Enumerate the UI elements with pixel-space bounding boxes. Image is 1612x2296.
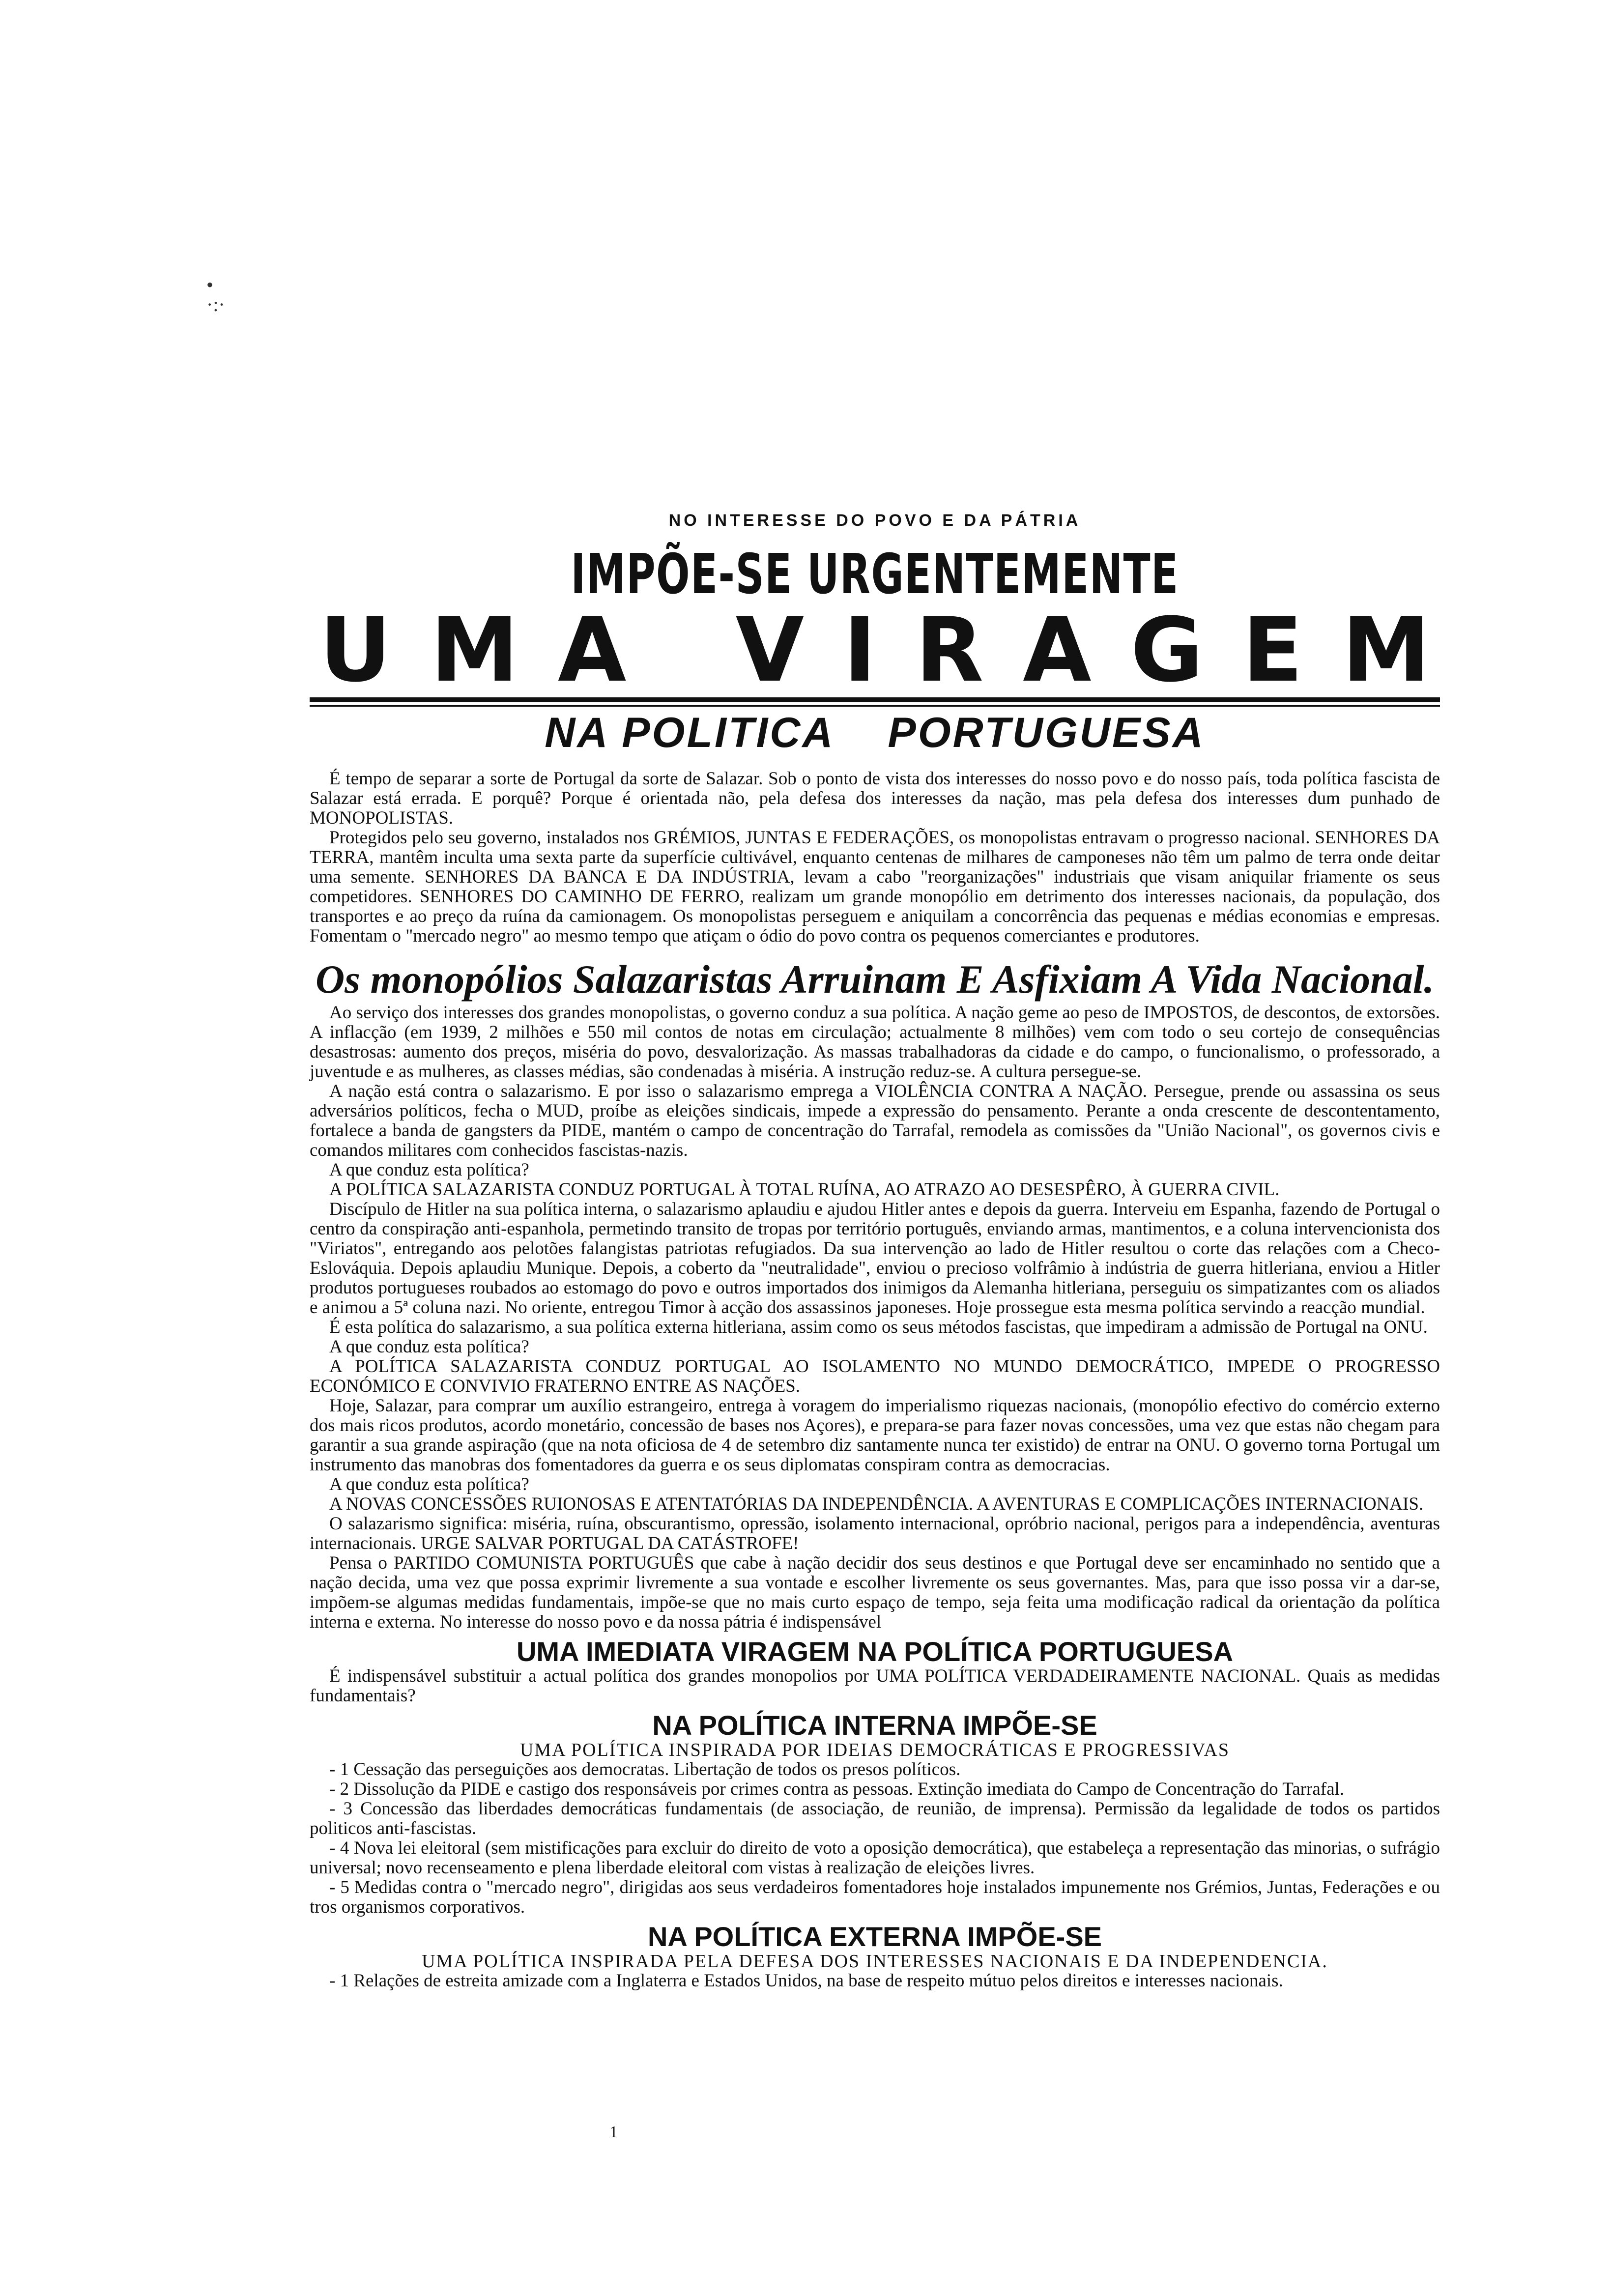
body-paragraph: A POLÍTICA SALAZARISTA CONDUZ PORTUGAL À TOTAL RUÍNA, AO ATRAZO AO DESESPÊRO, À GUERRA CIVIL. [329,1179,1280,1200]
headline-letter: M [1342,599,1430,702]
body-paragraph: A que conduz esta política? [329,1337,529,1357]
viragem-paragraph: É indispensável substituir a actual política dos grandes monopolios por UMA POLÍTICA VERDADEIRAMENTE NACIONAL. Quais as medidas fundamentais? [310,1666,1440,1706]
headline-rule [310,705,1440,707]
intro-paragraph-2: Protegidos pelo seu governo, instalados nos GRÉMIOS, JUNTAS E FEDERAÇÕES, os monopolistas entravam o progresso nacional. SENHORES DA TERRA, mantêm inculta uma sexta parte da superfície cultivável, enquanto centenas de milhares de camponeses não têm um palmo de terra onde deitar uma semente. SENHORES DA BANCA E DA INDÚSTRIA, levam a cabo "reorganizações" industriais que visam aniquilar friamente os seus competidores. SENHORES DO CAMINHO DE FERRO, realizam um grande monopólio em detrimento dos interesses nacionais, da população, dos transportes e ao preço da ruína da camionagem. Os monopolistas perseguem e aniquilam a concorrência das pequenas e médias economias e empresas. Fomentam o "mercado negro" ao mesmo tempo que atiçam o ódio do povo contra os pequenos comerciantes e produtores. [310,828,1440,946]
body-paragraph: Pensa o PARTIDO COMUNISTA PORTUGUÊS que cabe à nação decidir dos seus destinos e que Portugal deve ser encaminhado no sentido que a nação decida, uma vez que possa exprimir livremente a sua vontade e escolher livremente os seus governantes. Mas, para que isso possa vir a dar-se, impõem-se algumas medidas fundamentais, impõe-se que no mais curto espaço de tempo, seja feita uma modificação radical da orientação da política interna e externa. No interesse do nosso povo e da nossa pátria é indispensável [310,1553,1440,1632]
headline-letter: U [319,599,392,702]
interna-subheading: UMA POLÍTICA INSPIRADA POR IDEIAS DEMOCRÁTICAS E PROGRESSIVAS [519,1740,1230,1760]
body-paragraph: Hoje, Salazar, para comprar um auxílio estrangeiro, entrega à voragem do imperialismo riquezas nacionais, (monopólio efectivo do comércio externo dos mais ricos produtos, acordo monetário, concessão de bases nos Açores), e prepara-se para fazer novas concessões, uma vez que estas não chegam para garantir a sua grande aspiração (que na nota oficiosa de 4 de setembro diz santamente nunca ter existido) de entrar na ONU. O governo torna Portugal um instrumento das manobras dos fomentadores da guerra e os seus diplomatas conspiram contra as democracias. [310,1396,1440,1475]
headline-line2 [310,599,1440,702]
externa-item: - 1 Relações de estreita amizade com a Inglaterra e Estados Unidos, na base de respeito mútuo pelos direitos e interesses nacionais. [329,1971,1283,1991]
heading-viragem: UMA IMEDIATA VIRAGEM NA POLÍTICA PORTUGUESA [516,1636,1234,1667]
headline-letter: V [735,599,805,702]
externa-subheading: UMA POLÍTICA INSPIRADA PELA DEFESA DOS INTERESSES NACIONAIS E DA INDEPENDENCIA. [422,1951,1328,1972]
body-paragraph: A que conduz esta política? [329,1474,529,1494]
page-number: 1 [609,2123,618,2141]
headline-letter: A [1023,599,1092,702]
heading-interna: NA POLÍTICA INTERNA IMPÕE-SE [652,1710,1097,1741]
body-paragraph: A POLÍTICA SALAZARISTA CONDUZ PORTUGAL AO ISOLAMENTO NO MUNDO DEMOCRÁTICO, IMPEDE O PROGRESSO ECONÓMICO E CONVIVIO FRATERNO ENTRE AS NAÇÕES. [310,1356,1440,1396]
scan-specks: • ·:· [206,274,225,316]
interna-item: - 2 Dissolução da PIDE e castigo dos responsáveis por crimes contra as pessoas. Extinção imediata do Campo de Concentração do Tarrafal. [329,1779,1345,1799]
body-paragraph: A que conduz esta política? [329,1160,529,1180]
headline-letter: E [1242,599,1303,702]
headline-letter: A [558,599,627,702]
headline-letter: M [431,599,519,702]
headline-letter [665,604,696,697]
heading-externa: NA POLÍTICA EXTERNA IMPÕE-SE [647,1921,1102,1952]
body-paragraph: Ao serviço dos interesses dos grandes monopolistas, o governo conduz a sua política. A nação geme ao peso de IMPOSTOS, de descontos, de extorsões. A inflacção (em 1939, 2 milhões e 550 mil contos de notas em circulação; actualmente 8 milhões) vem com todo o seu cortejo de consequências desastrosas: aumento dos preços, miséria do povo, desvalorização. As massas trabalhadoras da cidade e do campo, o funcionalismo, o professorado, a juventude e as mulheres, as classes médias, são condenadas à miséria. A instrução reduz-se. A cultura persegue-se. [310,1003,1440,1082]
headline-line3-a: NA POLITICA [545,709,835,756]
intro-paragraph-1: É tempo de separar a sorte de Portugal da sorte de Salazar. Sob o ponto de vista dos interesses do nosso povo e do nosso país, toda política fascista de Salazar está errada. E porquê? Porque é orientada não, pela defesa dos interesses da nação, mas pela defesa dos interesses dum punhado de MONOPOLISTAS. [310,769,1440,828]
headline-letter: R [915,599,984,702]
document [310,511,1440,1991]
headline-letter: G [1130,599,1204,702]
body-paragraph: A nação está contra o salazarismo. E por isso o salazarismo emprega a VIOLÊNCIA CONTRA A NAÇÃO. Persegue, prende ou assassina os seus adversários políticos, fecha o MUD, proíbe as eleições sindicais, impede a expressão do pensamento. Perante a onda crescente de descontentamento, fortalece a banda de gangsters da PIDE, mantém o campo de concentração do Tarrafal, remodela as comissões da "União Nacional", os governos civis e comandos militares com conhecidos fascistas-nazis. [310,1081,1440,1160]
heading-monopolios: Os monopólios Salazaristas Arruinam E Asfixiam A Vida Nacional. [315,957,1435,1002]
interna-item: - 5 Medidas contra o "mercado negro", dirigidas aos seus verdadeiros fomentadores hoje instalados impunemente nos Grémios, Juntas, Federações e ou tros organismos corporativos. [310,1877,1440,1917]
body-paragraph: A NOVAS CONCESSÕES RUIONOSAS E ATENTATÓRIAS DA INDEPENDÊNCIA. A AVENTURAS E COMPLICAÇÕES INTERNACIONAIS. [329,1494,1424,1514]
interna-item: - 4 Nova lei eleitoral (sem mistificações para excluir do direito de voto a oposição democrática), que estabeleça a representação das minorias, o sufrágio universal; novo recenseamento e plena liberdade eleitoral com vistas à realização de eleições livres. [310,1838,1440,1878]
headline-line3-b: PORTUGUESA [888,709,1205,756]
headline-line3 [310,709,1440,757]
body-paragraph: É esta política do salazarismo, a sua política externa hitleriana, assim como os seus métodos fascistas, que impediram a admissão de Portugal na ONU. [329,1317,1428,1337]
interna-item: - 1 Cessação das perseguições aos democratas. Libertação de todos os presos políticos. [329,1759,961,1779]
kicker: NO INTERESSE DO POVO E DA PÁTRIA [668,511,1081,530]
headline-line1: IMPÕE-SE URGENTEMENTE [571,543,1179,606]
body-paragraph: O salazarismo significa: miséria, ruína, obscurantismo, opressão, isolamento internacional, opróbrio nacional, perigos para a independência, aventuras internacionais. URGE SALVAR PORTUGAL DA CATÁSTROFE! [310,1514,1440,1553]
body-paragraph: Discípulo de Hitler na sua política interna, o salazarismo aplaudiu e ajudou Hitler antes e depois da guerra. Interveiu em Espanha, fazendo de Portugal o centro da conspiração anti-espanhola, permetindo transito de tropas por território português, enviando armas, mantimentos, e a coluna intervencionista dos "Viriatos", entregando aos pelotões falangistas patriotas refugiados. Da sua intervenção ao lado de Hitler resultou o corte das relações com a Checo-Eslováquia. Depois aplaudiu Munique. Depois, a coberto da "neutralidade", enviou o precioso volfrâmio à indústria de guerra hitleriana, enviou a Hitler produtos portugueses roubados ao estomago do povo e outros importados dos inimigos da Alemanha hitleriana, perseguiu os simpatizantes com os aliados e animou a 5ª coluna nazi. No oriente, entregou Timor à acção dos assassinos japoneses. Hoje prossegue esta mesma política servindo a reacção mundial. [310,1199,1440,1318]
interna-item: - 3 Concessão das liberdades democráticas fundamentais (de associação, de reunião, de imprensa). Permissão da legalidade de todos os partidos politicos anti-fascistas. [310,1799,1440,1838]
headline-letter: I [843,599,876,702]
